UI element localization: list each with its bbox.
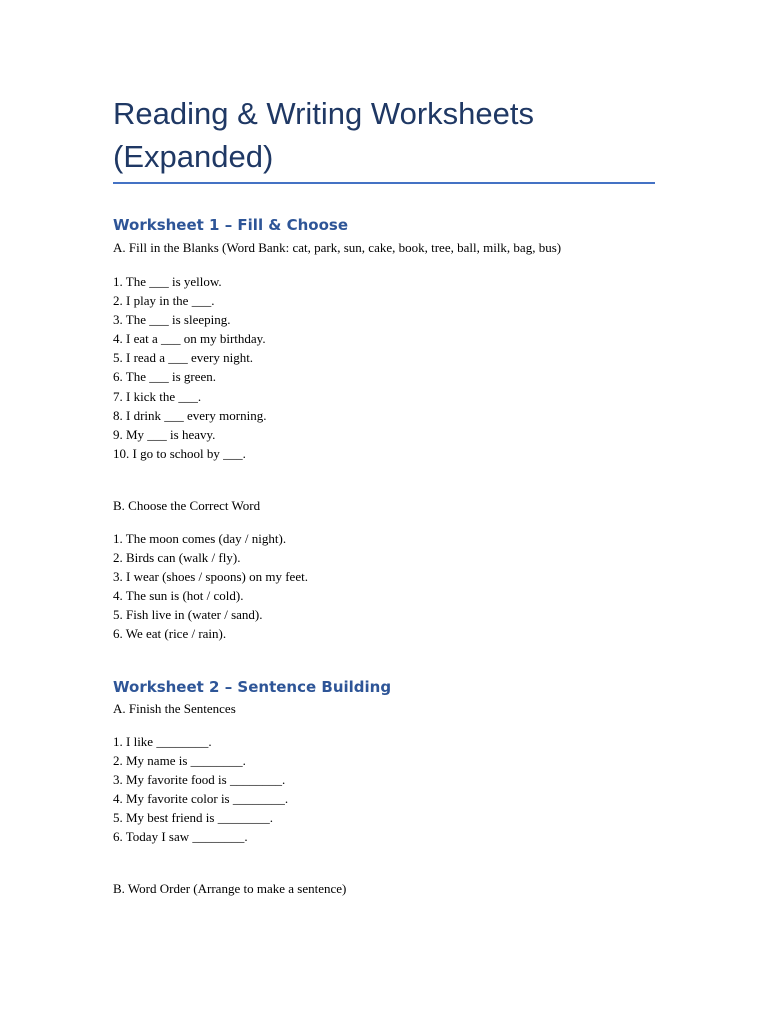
list-item: 1. I like ________. xyxy=(113,733,212,749)
worksheet-2-section-a-label: A. Finish the Sentences xyxy=(113,700,236,716)
list-item: 9. My ___ is heavy. xyxy=(113,426,216,442)
list-item: 4. My favorite color is ________. xyxy=(113,790,289,806)
worksheet-2-section-a-list xyxy=(113,732,655,847)
list-item: 6. We eat (rice / rain). xyxy=(113,626,227,642)
list-item: 4. I eat a ___ on my birthday. xyxy=(113,331,266,347)
list-item: 5. My best friend is ________. xyxy=(113,809,273,825)
list-item: 3. The ___ is sleeping. xyxy=(113,312,231,328)
worksheet-2-section-b-label: B. Word Order (Arrange to make a sentence) xyxy=(113,881,347,897)
worksheet-1-section-b-list xyxy=(113,529,655,644)
list-item: 10. I go to school by ___. xyxy=(113,445,246,461)
list-item: 2. My name is ________. xyxy=(113,752,246,768)
document-title xyxy=(113,92,655,178)
worksheet-1-section-b-label: B. Choose the Correct Word xyxy=(113,497,261,513)
list-item: 6. The ___ is green. xyxy=(113,369,217,385)
worksheet-2-heading: Worksheet 2 – Sentence Building xyxy=(113,677,392,696)
list-item: 6. Today I saw ________. xyxy=(113,828,248,844)
list-item: 4. The sun is (hot / cold). xyxy=(113,588,244,604)
list-item: 3. I wear (shoes / spoons) on my feet. xyxy=(113,569,308,585)
list-item: 7. I kick the ___. xyxy=(113,388,202,404)
document-title-line-2: (Expanded) xyxy=(113,139,274,174)
list-item: 1. The moon comes (day / night). xyxy=(113,530,287,546)
worksheet-page xyxy=(113,92,655,898)
list-item: 5. I read a ___ every night. xyxy=(113,350,254,366)
document-title-line-1: Reading & Writing Worksheets xyxy=(113,96,534,131)
list-item: 2. I play in the ___. xyxy=(113,293,215,309)
title-underline xyxy=(113,182,655,184)
worksheet-1-section-a-list xyxy=(113,272,655,463)
list-item: 3. My favorite food is ________. xyxy=(113,771,286,787)
worksheet-1-heading: Worksheet 1 – Fill & Choose xyxy=(113,216,349,234)
worksheet-1-section-a-label: A. Fill in the Blanks (Word Bank: cat, park, sun, cake, book, tree, ball, milk, bag, bus) xyxy=(113,240,562,255)
list-item: 5. Fish live in (water / sand). xyxy=(113,607,263,623)
list-item: 1. The ___ is yellow. xyxy=(113,274,222,289)
list-item: 2. Birds can (walk / fly). xyxy=(113,550,241,566)
list-item: 8. I drink ___ every morning. xyxy=(113,407,267,423)
